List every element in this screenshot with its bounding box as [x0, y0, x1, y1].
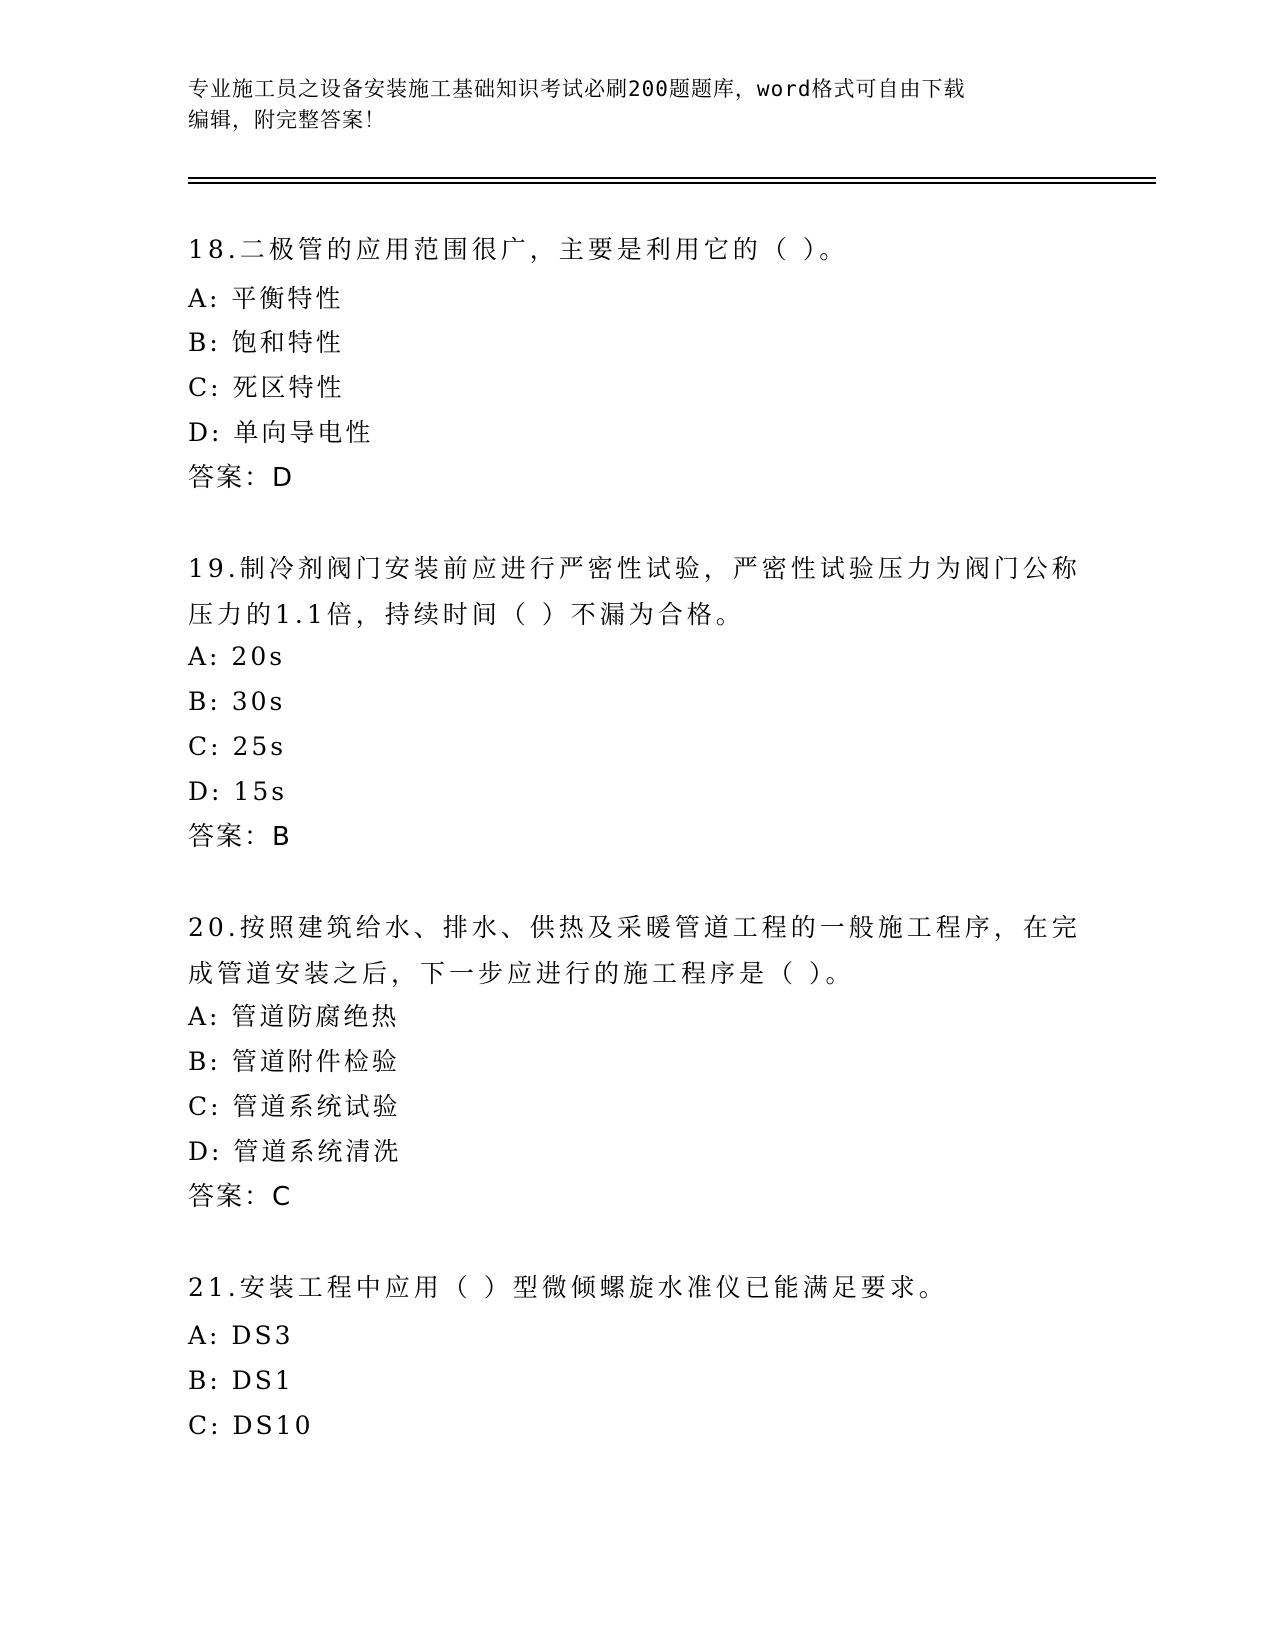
question-20-option-b: B: 管道附件检验	[188, 1047, 400, 1076]
question-19-option-a: A: 20s	[188, 642, 286, 671]
question-20-answer: 答案：C	[188, 1182, 293, 1212]
question-18-option-a: A: 平衡特性	[188, 284, 344, 313]
header-line-2: 编辑，附完整答案！	[188, 108, 386, 132]
question-18-option-b: B: 饱和特性	[188, 328, 344, 357]
question-21-stem	[188, 1265, 1088, 1311]
question-21-option-b: B: DS1	[188, 1366, 294, 1395]
question-stem-line: 21.安装工程中应用（ ）型微倾螺旋水准仪已能满足要求。	[188, 1273, 948, 1302]
header-divider-top	[188, 177, 1156, 179]
question-19-option-d: D: 15s	[188, 777, 288, 806]
question-20-option-c: C: 管道系统试验	[188, 1092, 401, 1121]
question-19-stem	[188, 546, 1088, 638]
question-19-answer: 答案：B	[188, 822, 292, 852]
question-19-option-c: C: 25s	[188, 732, 287, 761]
question-20-option-a: A: 管道防腐绝热	[188, 1002, 400, 1031]
question-18-option-d: D: 单向导电性	[188, 418, 374, 447]
question-stem-line: 20.按照建筑给水、排水、供热及采暖管道工程的一般施工程序，在完	[188, 913, 1081, 942]
header-divider-bottom	[188, 182, 1156, 184]
question-18-option-c: C: 死区特性	[188, 373, 345, 402]
question-21-option-a: A: DS3	[188, 1321, 294, 1350]
question-19-option-b: B: 30s	[188, 687, 286, 716]
header-line-1: 专业施工员之设备安装施工基础知识考试必刷200题题库，word格式可自由下载	[188, 77, 966, 101]
question-18-answer: 答案：D	[188, 463, 295, 493]
question-stem-line: 18.二极管的应用范围很广，主要是利用它的（ ）。	[188, 235, 849, 264]
question-stem-line: 19.制冷剂阀门安装前应进行严密性试验，严密性试验压力为阀门公称	[188, 554, 1081, 583]
question-stem-line: 成管道安装之后，下一步应进行的施工程序是（ ）。	[188, 959, 855, 988]
question-20-stem	[188, 905, 1088, 997]
document-header	[188, 74, 1088, 136]
question-21-option-c: C: DS10	[188, 1411, 314, 1440]
question-stem-line: 压力的1.1倍，持续时间（ ）不漏为合格。	[188, 600, 745, 629]
question-18-stem	[188, 227, 1088, 273]
question-20-option-d: D: 管道系统清洗	[188, 1137, 402, 1166]
